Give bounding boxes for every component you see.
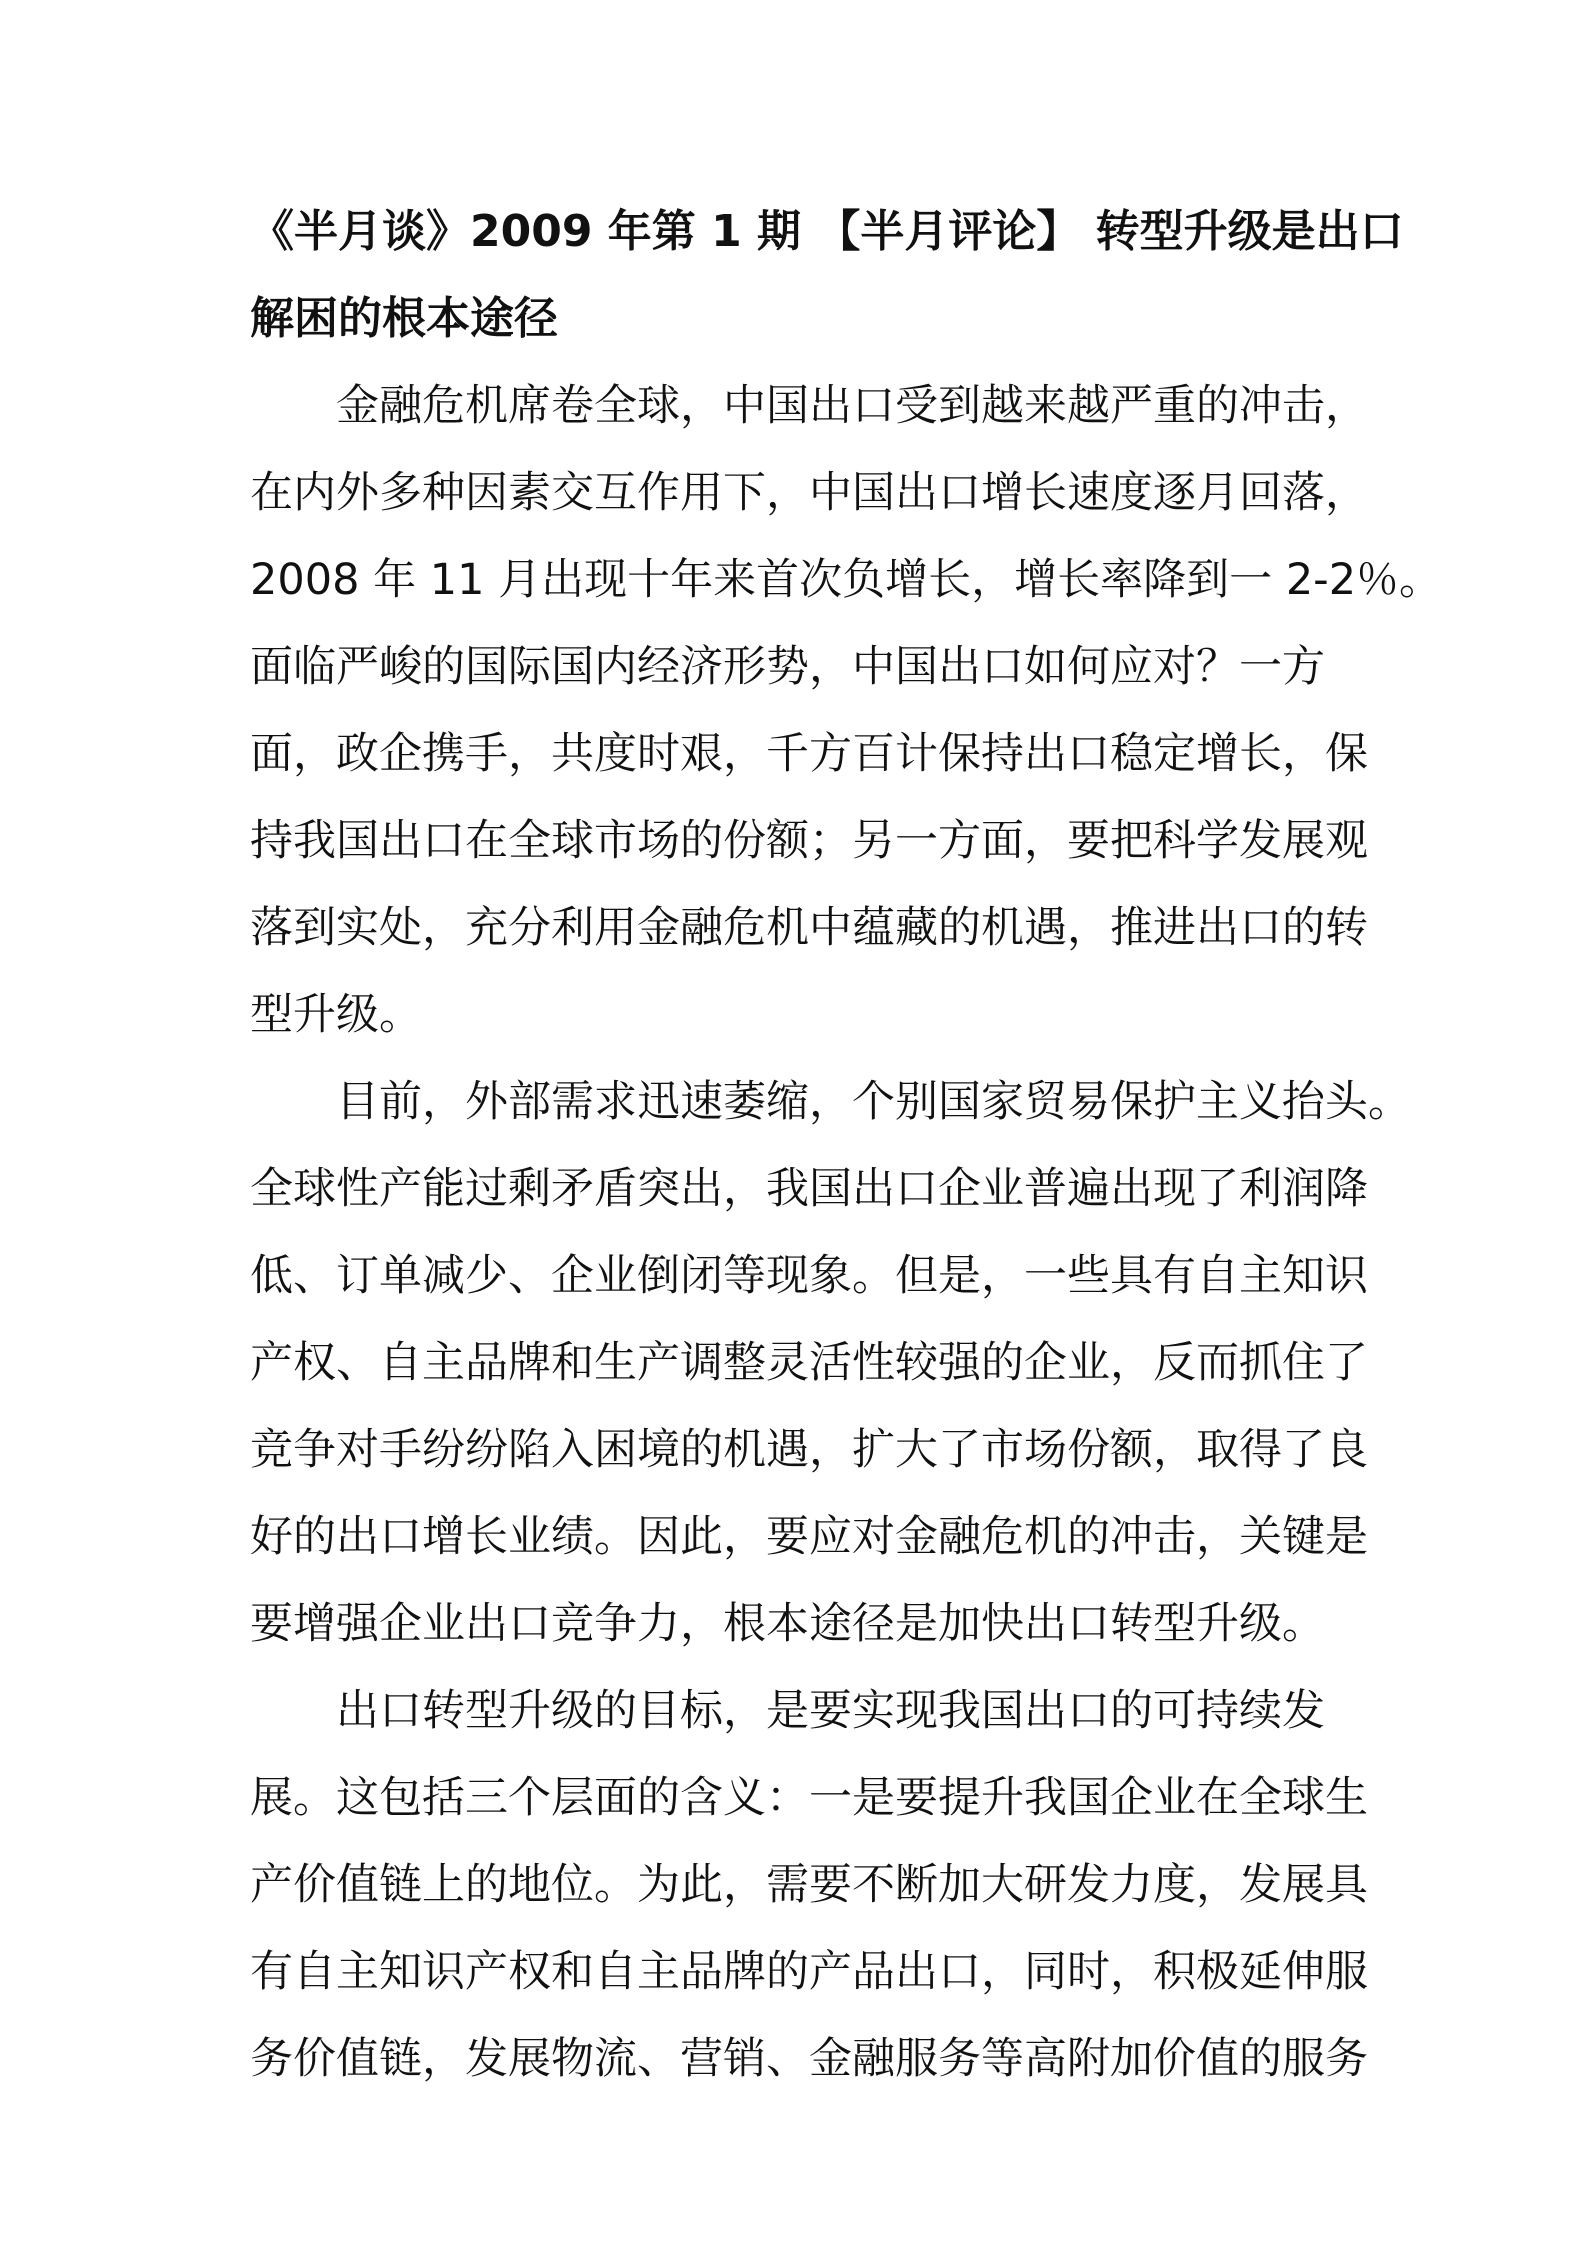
paragraph-line-15: 要增强企业出口竞争力，根本途径是加快出口转型升级。 bbox=[250, 1599, 1325, 1649]
paragraph-line-19: 有自主知识产权和自主品牌的产品出口，同时，积极延伸服 bbox=[250, 1947, 1368, 1997]
paragraph-line-16: 出口转型升级的目标，是要实现我国出口的可持续发 bbox=[250, 1686, 1325, 1736]
title-line-2: 解困的根本途径 bbox=[250, 293, 558, 344]
paragraph-line-11: 低、订单减少、企业倒闭等现象。但是，一些具有自主知识 bbox=[250, 1251, 1368, 1301]
paragraph-line-17: 展。这包括三个层面的含义：一是要提升我国企业在全球生 bbox=[250, 1773, 1368, 1823]
paragraph-line-12: 产权、自主品牌和生产调整灵活性较强的企业，反而抓住了 bbox=[250, 1338, 1368, 1388]
paragraph-line-10: 全球性产能过剩矛盾突出，我国出口企业普遍出现了利润降 bbox=[250, 1164, 1368, 1214]
paragraph-line-14: 好的出口增长业绩。因此，要应对金融危机的冲击，关键是 bbox=[250, 1512, 1368, 1562]
paragraph-line-9: 目前，外部需求迅速萎缩，个别国家贸易保护主义抬头。 bbox=[250, 1077, 1411, 1127]
paragraph-line-13: 竞争对手纷纷陷入困境的机遇，扩大了市场份额，取得了良 bbox=[250, 1425, 1368, 1475]
paragraph-line-5: 面，政企携手，共度时艰，千方百计保持出口稳定增长，保 bbox=[250, 729, 1368, 779]
paragraph-line-2: 在内外多种因素交互作用下，中国出口增长速度逐月回落， bbox=[250, 468, 1368, 518]
title-line-1: 《半月谈》2009 年第 1 期 【半月评论】 转型升级是出口 bbox=[250, 206, 1404, 257]
paragraph-line-3: 2008 年 11 月出现十年来首次负增长，增长率降到一 2-2％。 bbox=[250, 555, 1443, 605]
paragraph-line-7: 落到实处，充分利用金融危机中蕴藏的机遇，推进出口的转 bbox=[250, 903, 1368, 953]
paragraph-line-1: 金融危机席卷全球，中国出口受到越来越严重的冲击， bbox=[250, 381, 1368, 431]
paragraph-line-18: 产价值链上的地位。为此，需要不断加大研发力度，发展具 bbox=[250, 1860, 1368, 1910]
paragraph-line-8: 型升级。 bbox=[250, 990, 422, 1040]
paragraph-line-20: 务价值链，发展物流、营销、金融服务等高附加价值的服务 bbox=[250, 2034, 1368, 2084]
paragraph-line-6: 持我国出口在全球市场的份额；另一方面，要把科学发展观 bbox=[250, 816, 1368, 866]
paragraph-line-4: 面临严峻的国际国内经济形势，中国出口如何应对？一方 bbox=[250, 642, 1325, 692]
